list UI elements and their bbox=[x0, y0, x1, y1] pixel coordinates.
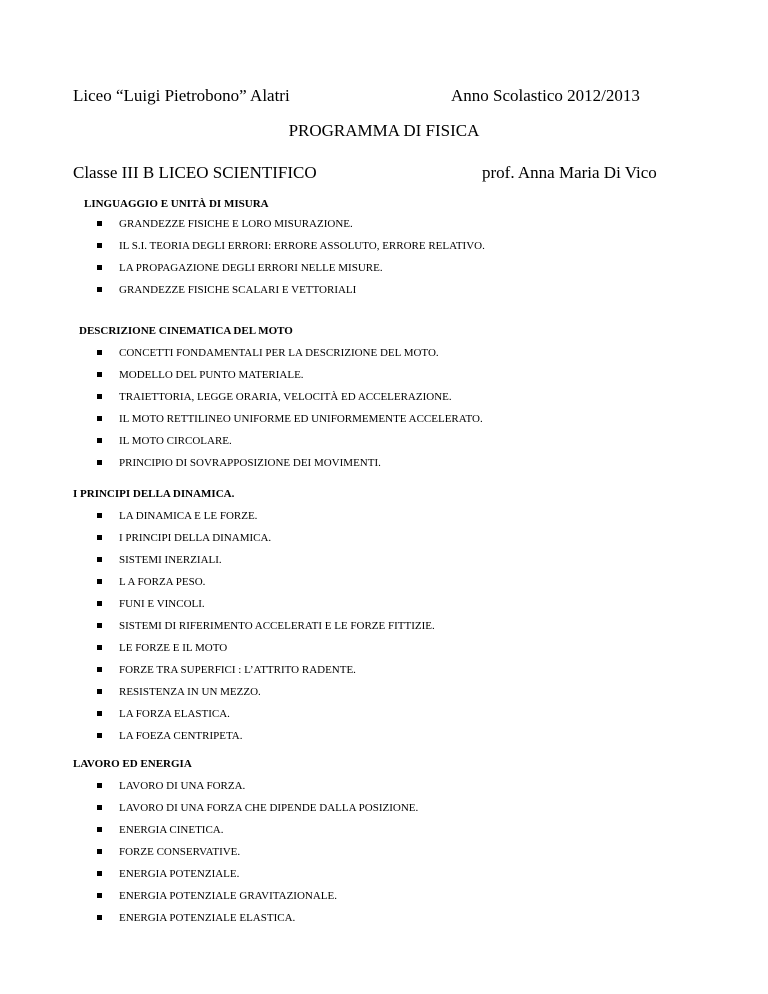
bullet-icon bbox=[97, 805, 102, 810]
list-item: FORZE TRA SUPERFICI : L’ATTRITO RADENTE. bbox=[73, 659, 234, 681]
bullet-icon bbox=[97, 350, 102, 355]
bullet-icon bbox=[97, 372, 102, 377]
list-item: CONCETTI FONDAMENTALI PER LA DESCRIZIONE DEL MOTO. bbox=[79, 342, 293, 364]
list-item: FUNI E VINCOLI. bbox=[73, 593, 234, 615]
bullet-icon bbox=[97, 601, 102, 606]
section-title: LINGUAGGIO E UNITÀ DI MISURA bbox=[84, 198, 269, 210]
bullet-icon bbox=[97, 711, 102, 716]
bullet-icon bbox=[97, 416, 102, 421]
teacher-name: prof. Anna Maria Di Vico bbox=[482, 163, 657, 182]
bullet-icon bbox=[97, 243, 102, 248]
bullet-icon bbox=[97, 535, 102, 540]
bullet-icon bbox=[97, 915, 102, 920]
school-name: Liceo “Luigi Pietrobono” Alatri bbox=[73, 86, 290, 105]
section-title: I PRINCIPI DELLA DINAMICA. bbox=[73, 488, 235, 500]
list-item: LA FORZA ELASTICA. bbox=[73, 703, 234, 725]
list-item: IL S.I. TEORIA DEGLI ERRORI: ERRORE ASSOLUTO, ERRORE RELATIVO. bbox=[84, 235, 269, 257]
list-item: LA PROPAGAZIONE DEGLI ERRORI NELLE MISURE. bbox=[84, 257, 269, 279]
bullet-icon bbox=[97, 394, 102, 399]
section-title: DESCRIZIONE CINEMATICA DEL MOTO bbox=[79, 325, 293, 337]
bullet-icon bbox=[97, 221, 102, 226]
section-dinamica bbox=[73, 487, 435, 747]
bullet-icon bbox=[97, 645, 102, 650]
bullet-icon bbox=[97, 623, 102, 628]
class-name: Classe III B LICEO SCIENTIFICO bbox=[73, 163, 317, 182]
list-item: LA FOEZA CENTRIPETA. bbox=[73, 725, 234, 747]
list-item: SISTEMI INERZIALI. bbox=[73, 549, 234, 571]
list-item: ENERGIA POTENZIALE ELASTICA. bbox=[73, 907, 192, 929]
list-item: MODELLO DEL PUNTO MATERIALE. bbox=[79, 364, 293, 386]
section-title: LAVORO ED ENERGIA bbox=[73, 758, 192, 770]
list-item: FORZE CONSERVATIVE. bbox=[73, 841, 192, 863]
section-list bbox=[79, 342, 483, 474]
bullet-icon bbox=[97, 287, 102, 292]
list-item: TRAIETTORIA, LEGGE ORARIA, VELOCITÀ ED ACCELERAZIONE. bbox=[79, 386, 293, 408]
list-item: GRANDEZZE FISICHE SCALARI E VETTORIALI bbox=[84, 279, 269, 301]
list-item: SISTEMI DI RIFERIMENTO ACCELERATI E LE FORZE FITTIZIE. bbox=[73, 615, 234, 637]
list-item: ENERGIA POTENZIALE. bbox=[73, 863, 192, 885]
section-list bbox=[73, 505, 435, 747]
list-item: LAVORO DI UNA FORZA. bbox=[73, 775, 192, 797]
bullet-icon bbox=[97, 557, 102, 562]
list-item: LE FORZE E IL MOTO bbox=[73, 637, 234, 659]
list-item: ENERGIA CINETICA. bbox=[73, 819, 192, 841]
list-item: L A FORZA PESO. bbox=[73, 571, 234, 593]
bullet-icon bbox=[97, 579, 102, 584]
list-item: LAVORO DI UNA FORZA CHE DIPENDE DALLA POSIZIONE. bbox=[73, 797, 192, 819]
bullet-icon bbox=[97, 733, 102, 738]
bullet-icon bbox=[97, 849, 102, 854]
bullet-icon bbox=[97, 513, 102, 518]
list-item: PRINCIPIO DI SOVRAPPOSIZIONE DEI MOVIMENTI. bbox=[79, 452, 293, 474]
school-year: Anno Scolastico 2012/2013 bbox=[451, 86, 640, 105]
section-cinematica bbox=[79, 324, 483, 474]
list-item: RESISTENZA IN UN MEZZO. bbox=[73, 681, 234, 703]
list-item: IL MOTO CIRCOLARE. bbox=[79, 430, 293, 452]
bullet-icon bbox=[97, 827, 102, 832]
bullet-icon bbox=[97, 460, 102, 465]
list-item: GRANDEZZE FISICHE E LORO MISURAZIONE. bbox=[84, 213, 269, 235]
section-linguaggio bbox=[84, 197, 485, 301]
list-item: ENERGIA POTENZIALE GRAVITAZIONALE. bbox=[73, 885, 192, 907]
section-list bbox=[84, 213, 485, 301]
section-list bbox=[73, 775, 419, 929]
bullet-icon bbox=[97, 871, 102, 876]
bullet-icon bbox=[97, 438, 102, 443]
bullet-icon bbox=[97, 667, 102, 672]
page-title: PROGRAMMA DI FISICA bbox=[288, 121, 480, 140]
list-item: I PRINCIPI DELLA DINAMICA. bbox=[73, 527, 234, 549]
bullet-icon bbox=[97, 893, 102, 898]
bullet-icon bbox=[97, 783, 102, 788]
list-item: IL MOTO RETTILINEO UNIFORME ED UNIFORMEMENTE ACCELERATO. bbox=[79, 408, 293, 430]
bullet-icon bbox=[97, 689, 102, 694]
list-item: LA DINAMICA E LE FORZE. bbox=[73, 505, 234, 527]
bullet-icon bbox=[97, 265, 102, 270]
section-lavoro-energia bbox=[73, 757, 419, 929]
